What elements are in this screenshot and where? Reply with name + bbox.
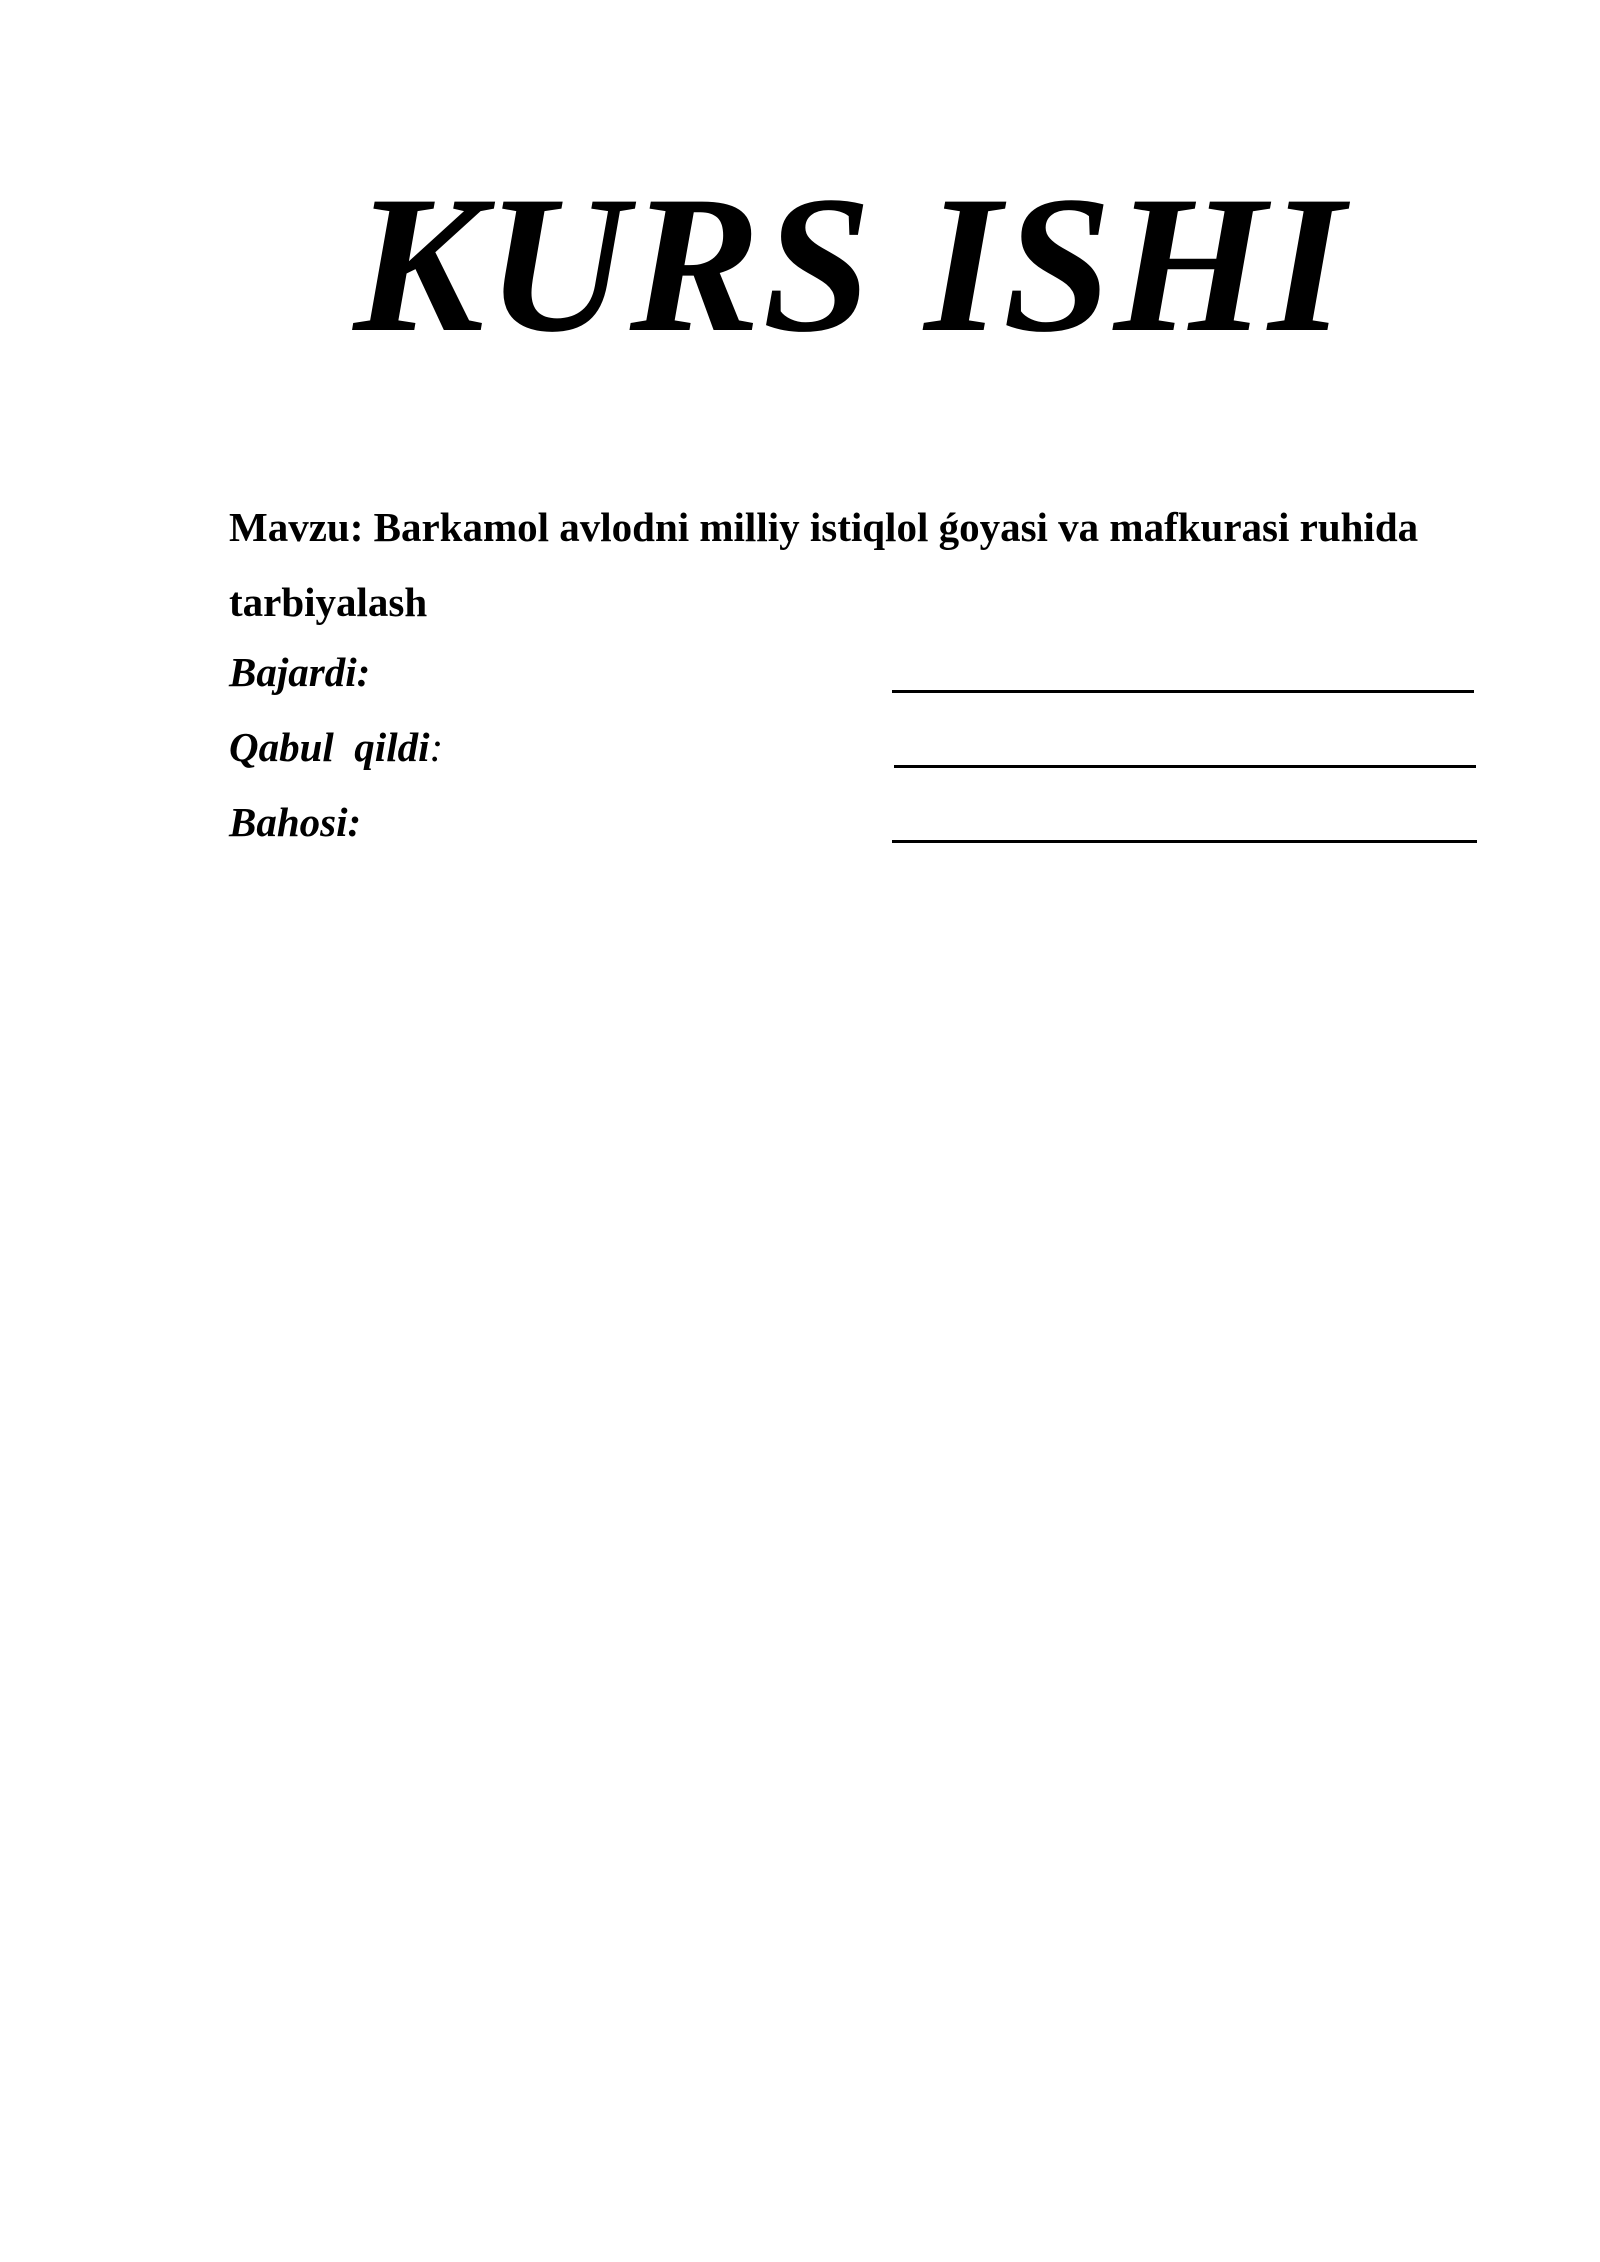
bajardi-signature-line xyxy=(892,690,1474,693)
qabul-qildi-label: Qabul qildi xyxy=(229,724,430,770)
bahosi-grade-line xyxy=(892,840,1477,843)
topic-paragraph xyxy=(229,490,1529,640)
bahosi-label: Bahosi: xyxy=(229,799,362,845)
field-bahosi xyxy=(229,792,1479,852)
qabul-qildi-label-wrap xyxy=(229,717,443,777)
field-qabul-qildi xyxy=(229,717,1479,777)
topic-text: Barkamol avlodni milliy istiqlol ǵoyasi va mafkurasi ruhida tarbiyalash xyxy=(229,504,1419,625)
bajardi-label: Bajardi: xyxy=(229,649,371,695)
topic-label: Mavzu: xyxy=(229,504,364,550)
qabul-qildi-colon: : xyxy=(429,724,444,770)
qabul-qildi-signature-line xyxy=(894,765,1476,768)
document-title: KURS ISHI xyxy=(353,156,1347,373)
field-bajardi xyxy=(229,642,1479,702)
